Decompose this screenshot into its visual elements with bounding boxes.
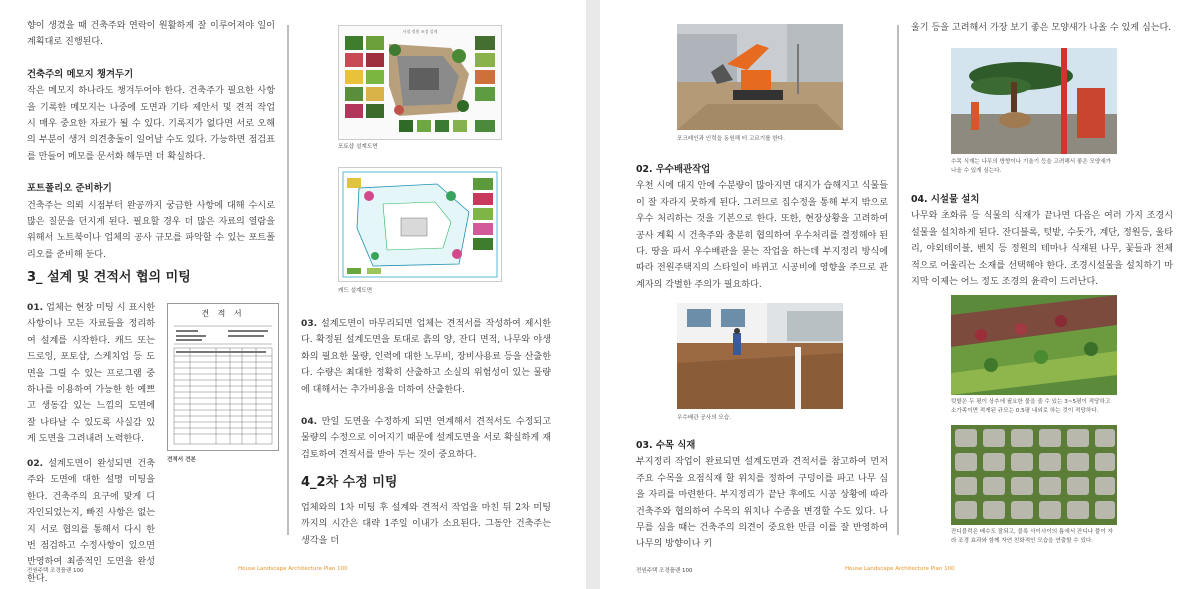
vegetable-garden-caption: 텃밭은 두 평이 상추에 필요한 물을 줄 수 있는 3~5평이 적당하고 소가족이면 적게된 규모는 0.5평 내외로 하는 것이 적당하다. <box>951 399 1111 414</box>
right-page <box>600 0 1198 589</box>
right-col-2-intro <box>911 20 1173 36</box>
photoshop-plan-caption: 포토샵 설계도면 <box>338 144 378 150</box>
memo-body: 작은 메모지 하나라도 챙겨두어야 한다. 건축주가 필요한 사항을 기록한 메모지는 나중에 도면과 기타 제안서 및 견적 작업 시 매우 중요한 자료가 될 수 있다. 기록지가 없다면 서로 오해의 부분이 생겨 의견충돌이 일어날 수도 있다. 가능하면 점검표를 만들어 메모를 문서화 해두면 더 확실하다. <box>27 86 275 162</box>
section4-body: 업체와의 1차 미팅 후 설계와 견적서 작업을 마친 뒤 2차 미팅까지의 시간은 대략 1주일 이내가 소요된다. 그동안 건축주는 생각을 더 <box>301 503 551 546</box>
item03-body: 설계도면이 마무리되면 업체는 견적서를 작성하여 제시한다. 확정된 설계도면을 토대로 흙의 양, 잔디 면적, 나무와 야생화의 필요한 물량, 인력에 대한 노무비, 장비사용료 등을 산출한다. 수량은 최대한 정확히 산출하고 소실의 위험성이 있는 물량에 대해서는 추가비용을 더하여 산출한다. <box>301 319 551 395</box>
item03-number: 03. <box>301 319 318 329</box>
section3-title: 3_ 설계 및 견적서 협의 미팅 <box>27 270 191 285</box>
drain-body: 우천 시에 대지 안에 수분량이 많아지면 대지가 습해지고 식물들이 잘 자라지 못하게 된다. 그러므로 집수정을 통해 부지 밖으로 우수 처리하는 것을 기본으로 한다. 또한, 현장상황을 고려하여 공사 계획 시 건축주와 충분히 협의하여 우수처리를 결정해야 된다. 땅을 파서 우수배관을 묻는 작업을 하는데 부지정리 방식에 따라 전원주택지의 스타일이 바뀌고 시공비에 영향을 주므로 관계자의 각별한 주의가 필요하다. <box>636 181 888 290</box>
left-page <box>0 0 586 589</box>
excavator-caption: 포크레인과 인력을 동원해 터 고르기를 한다. <box>677 136 785 142</box>
item04-body: 만일 도면을 수정하게 되면 연계해서 견적서도 수정되고 물량의 수정으로 이어지기 때문에 설계도면을 서로 확실하게 재검토하여 견적서를 받아 두는 것이 중요하다. <box>301 417 551 460</box>
cad-plan-drawing <box>339 168 501 281</box>
vegetable-garden-photo <box>951 295 1117 395</box>
tree-planting-caption: 수목 식재는 나무의 방향이나 기울기 등을 고려해서 좋은 모양새가 나올 수 있게 심는다. <box>951 159 1112 174</box>
section4-heading-block <box>301 471 551 490</box>
excavator-photo-drawing <box>677 24 843 130</box>
right-footer-brand: House Landscape Architecture Plan 100 <box>845 566 955 572</box>
item04-number: 04. <box>301 417 318 428</box>
column-divider-left <box>287 25 289 535</box>
left-col-1 <box>27 18 275 263</box>
left-footer-brand: House Landscape Architecture Plan 100 <box>238 566 348 572</box>
tree-planting-photo <box>951 48 1117 154</box>
tree-planting-photo-drawing <box>951 48 1117 154</box>
tree-body: 부지정리 작업이 완료되면 설계도면과 견적서를 참고하여 먼저 주요 수목을 요점식재 할 위치를 정하여 구덩이를 파고 나무 심을 자리를 마련한다. 부지정리가 끝난 후에도 시공 상황에 따라 건축주와 협의하여 수목의 위치나 수종을 변경할 수도 있다. 나무를 심을 때는 건축주의 의견이 중요한 만큼 이를 잘 반영하여 나무의 방향이나 키 <box>636 457 888 550</box>
section4-body-block <box>301 500 551 549</box>
item01-body: 업체는 현장 미팅 시 표시한 사항이나 모든 자료들을 정리하여 설계를 시작한다. 캐드 또는 드로잉, 포토샵, 스케치업 등 도면을 그릴 수 있는 프로그램 중 하나를 이용하여 가능한 한 예쁘고 생동감 있는 느낌의 도면에 잘 나타날 수 있도록 사실감 있게 도면을 그려내려 노력한다. <box>27 303 155 445</box>
item02-number: 02. <box>27 459 44 469</box>
drain-block <box>636 162 888 293</box>
vegetable-garden-photo-drawing <box>951 295 1117 395</box>
cad-plan-caption: 캐드 설계도면 <box>338 288 373 294</box>
estimate-form-image <box>167 303 279 451</box>
estimate-form-caption: 견적서 견본 <box>167 457 196 463</box>
portfolio-body: 건축주는 의뢰 시점부터 완공까지 궁금한 사항에 대해 수시로 많은 질문을 던지게 된다. 필요할 경우 더 많은 자료의 열람을 위해서 노트북이나 업체의 공사 규모를 파악할 수 있는 포트폴리오를 준비해 둔다. <box>27 200 275 260</box>
section3-heading-block <box>27 266 287 285</box>
drain-heading: 02. 우수배관작업 <box>636 164 711 175</box>
estimate-form-drawing <box>168 304 278 450</box>
photoshop-plan-drawing <box>339 26 501 139</box>
facility-block <box>911 192 1173 290</box>
drain-pipe-photo <box>677 303 843 409</box>
right-intro-text: 울기 등을 고려해서 가장 보기 좋은 모양새가 나올 수 있게 심는다. <box>911 23 1172 33</box>
facility-heading: 04. 시설물 설치 <box>911 194 980 205</box>
item01-block <box>27 300 155 448</box>
left-footer-title: 전원주택 조경플랜 100 <box>27 568 84 574</box>
grass-block-photo <box>951 425 1117 525</box>
photoshop-plan-image <box>338 25 502 140</box>
left-col-2-text <box>301 316 551 463</box>
intro-text: 향이 생겼을 때 건축주와 연락이 원활하게 잘 이루어져야 일이 계획대로 진행된다. <box>27 21 275 48</box>
facility-body: 나무와 초화류 등 식물의 식재가 끝나면 다음은 여러 가지 조경시설물을 설치하게 된다. 잔디블록, 텃밭, 수돗가, 계단, 정원등, 울타리, 야외테이블, 벤치 등 정원의 테마나 식재된 나무, 꽃들과 전체적으로 어울리는 소재를 선택해야 한다. 조경시설물을 설치하기 마지막 이제는 어느 정도 조경의 윤곽이 드러난다. <box>911 211 1173 288</box>
fig1-title-strip: 사철 정원 조경 설계 <box>402 29 438 34</box>
drain-pipe-caption: 우수배관 공사의 모습. <box>677 415 731 421</box>
drain-pipe-photo-drawing <box>677 303 843 409</box>
tree-heading: 03. 수목 식재 <box>636 440 696 451</box>
section4-title: 4_2차 수정 미팅 <box>301 475 398 490</box>
tree-block <box>636 438 888 553</box>
cad-plan-image <box>338 167 502 282</box>
memo-heading: 건축주의 메모지 챙겨두기 <box>27 68 134 80</box>
item01-number: 01. <box>27 303 44 313</box>
portfolio-heading: 포트폴리오 준비하기 <box>27 183 112 195</box>
estimate-form-title: 견 적 서 <box>201 309 245 318</box>
column-divider-right <box>897 25 899 535</box>
item02-body: 설계도면이 완성되면 건축주와 도면에 대한 설명 미팅을 한다. 건축주의 요구에 맞게 디자인되었는지, 빠진 사항은 없는지 서로 협의를 통해서 다시 한 번 점검하고 수정사항이 있으면 반영하여 최종적인 도면을 완성한다. <box>27 459 155 584</box>
excavator-photo <box>677 24 843 130</box>
right-footer-title: 전원주택 조경플랜 100 <box>636 568 693 574</box>
grass-block-photo-drawing <box>951 425 1117 525</box>
grass-block-caption: 잔디블럭은 배수도 잘되고, 블록 사이사이의 틈에서 잔디나 풀이 자라 조경 효과와 함께 자연 친화적인 모습을 연출할 수 있다. <box>951 529 1113 544</box>
